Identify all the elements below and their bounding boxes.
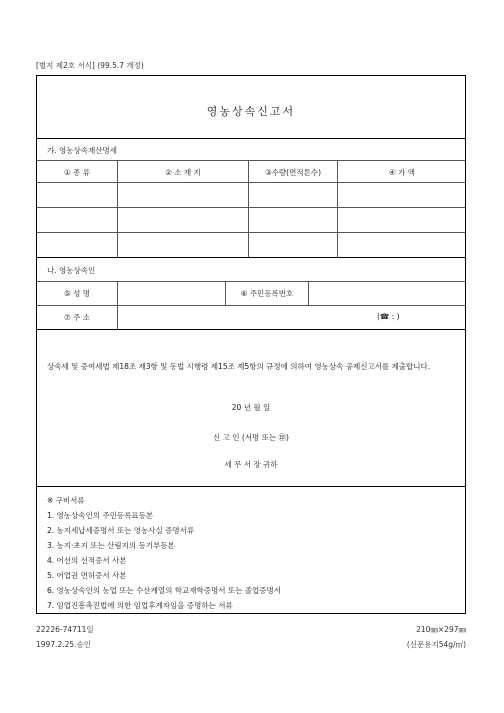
separator-section-a (37, 257, 465, 258)
table-b-row-border (37, 305, 465, 306)
document-item: 6. 영농상속인의 농업 또는 수산계열의 학교재학증명서 또는 졸업증명서 (47, 586, 281, 595)
document-item: 5. 어업권 면허증서 사본 (47, 571, 127, 580)
paper-type: (신문용지54g/㎡) (406, 640, 466, 649)
reporter-signature: 신 고 인 (서명 또는 ㊞) (213, 433, 289, 442)
address-label: ⑦ 주 소 (64, 313, 90, 322)
column-header-type: ① 종 류 (64, 168, 90, 177)
declaration-text: 상속세 및 증여세법 제18조 제3항 및 동법 시행령 제15조 제5항의 규정에 의하여 영농상속 공제신고서를 제출합니다. (47, 362, 431, 371)
column-header-value: ④ 가 액 (389, 168, 415, 177)
table-b-column-divider (308, 281, 309, 305)
phone-label: (☎ : ) (377, 312, 400, 321)
column-header-quantity: ③수량(면적톤수) (264, 168, 322, 177)
section-a-label: 가. 영농상속재산명세 (47, 146, 117, 155)
document-item: 4. 어선의 선적증서 사본 (47, 556, 127, 565)
form-number-note: [별지 제2호 서식] (99.5.7 개정) (36, 61, 144, 70)
form-code: 22226-74711일 (36, 625, 94, 634)
form-frame (36, 75, 466, 614)
name-label: ⑤ 성 명 (64, 289, 90, 298)
table-a-top-border (37, 160, 465, 161)
documents-heading: ※ 구비서류 (47, 496, 85, 505)
resident-id-label: ⑥ 주민등록번호 (240, 289, 294, 298)
document-item: 7. 임업진흥촉진법에 의한 임업후계자임을 증명하는 서류 (47, 601, 233, 610)
table-a-header-border (37, 182, 465, 183)
table-b-label-divider (117, 281, 118, 329)
paper-size: 210㎜×297㎜ (416, 625, 466, 634)
separator-documents (37, 486, 465, 487)
table-a-row-border (37, 207, 465, 208)
separator-title (37, 138, 465, 139)
recipient-line: 세 무 서 장 귀하 (224, 460, 278, 469)
table-a-row-border (37, 232, 465, 233)
separator-section-b (37, 329, 465, 330)
table-b-top-border (37, 281, 465, 282)
document-item: 3. 농지·초지 또는 산림지의 등기부등본 (47, 541, 175, 550)
approval-date: 1997.2.25.승인 (36, 640, 92, 649)
column-header-location: ② 소 재 지 (165, 168, 201, 177)
section-b-label: 나. 영농상속인 (47, 266, 96, 275)
declaration-date: 20 년 월 일 (231, 403, 271, 412)
document-item: 2. 농지세납세증명서 또는 영농사실 증명서류 (47, 526, 195, 535)
form-title: 영농상속신고서 (206, 105, 296, 118)
document-item: 1. 영농상속인의 주민등록표등본 (47, 511, 154, 520)
